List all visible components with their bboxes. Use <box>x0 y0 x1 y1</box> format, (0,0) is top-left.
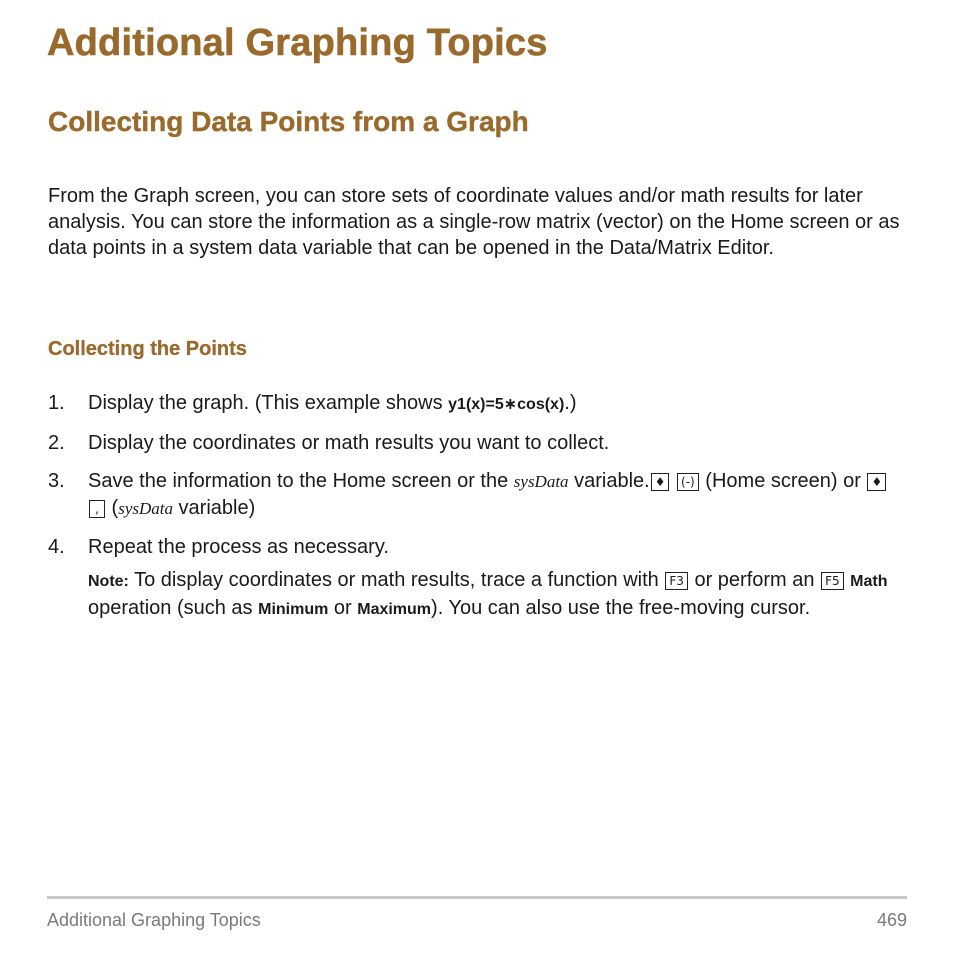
comma-key-icon: , <box>89 500 105 518</box>
variable-name: sysData <box>118 499 173 518</box>
note-label: Note: <box>88 573 129 590</box>
section-title: Collecting Data Points from a Graph <box>48 106 529 137</box>
menu-option: Minimum <box>258 601 329 618</box>
subsection-title: Collecting the Points <box>48 338 247 360</box>
f3-key-icon: F3 <box>665 572 688 590</box>
step-text: Display the coordinates or math results you want to collect. <box>88 432 610 454</box>
step-text: Repeat the process as necessary. <box>88 536 389 558</box>
step-item <box>48 468 908 522</box>
step-text: Display the graph. (This example shows <box>88 392 449 414</box>
step-item <box>48 430 908 456</box>
diamond-key-icon: ♦ <box>867 473 886 491</box>
step-text: Save the information to the Home screen or the <box>88 470 514 492</box>
footer-section-title: Additional Graphing Topics <box>47 910 261 930</box>
note-text: ). You can also use the free-moving cursor. <box>431 597 811 619</box>
variable-name: sysData <box>513 472 569 491</box>
note-paragraph <box>88 567 908 623</box>
step-text: (Home screen) or <box>699 470 867 492</box>
note-text: or perform an <box>688 569 821 591</box>
f5-key-icon: F5 <box>821 572 844 590</box>
step-text: variable. <box>568 470 650 492</box>
menu-name: Math <box>850 573 888 590</box>
step-text: ( <box>106 497 119 519</box>
diamond-key-icon: ♦ <box>651 473 670 491</box>
step-number: 3. <box>48 470 65 492</box>
step-number: 2. <box>48 432 65 454</box>
footer-divider <box>47 896 907 899</box>
step-number: 4. <box>48 536 65 558</box>
step-text: .) <box>564 392 577 414</box>
step-item <box>48 534 908 560</box>
page-title: Additional Graphing Topics <box>47 22 548 64</box>
intro-paragraph: From the Graph screen, you can store sets of coordinate values and/or math results for later analysis. You can store the information as a single-row matrix (vector) on the Home screen or as data points in a system data variable that can be opened in the Data/Matrix Editor. <box>48 185 900 259</box>
footer-page-number: 469 <box>876 910 907 930</box>
function-code: y1(x)=5∗cos(x) <box>448 396 565 413</box>
step-number: 1. <box>48 392 65 414</box>
note-text: or <box>328 597 358 619</box>
menu-option: Maximum <box>357 601 432 618</box>
steps-list <box>48 390 908 572</box>
note-text: operation (such as <box>88 597 259 619</box>
note-text: To display coordinates or math results, trace a function with <box>128 569 665 591</box>
step-text: variable) <box>173 497 256 519</box>
negative-key-icon: (-) <box>677 473 699 491</box>
step-item <box>48 390 908 418</box>
